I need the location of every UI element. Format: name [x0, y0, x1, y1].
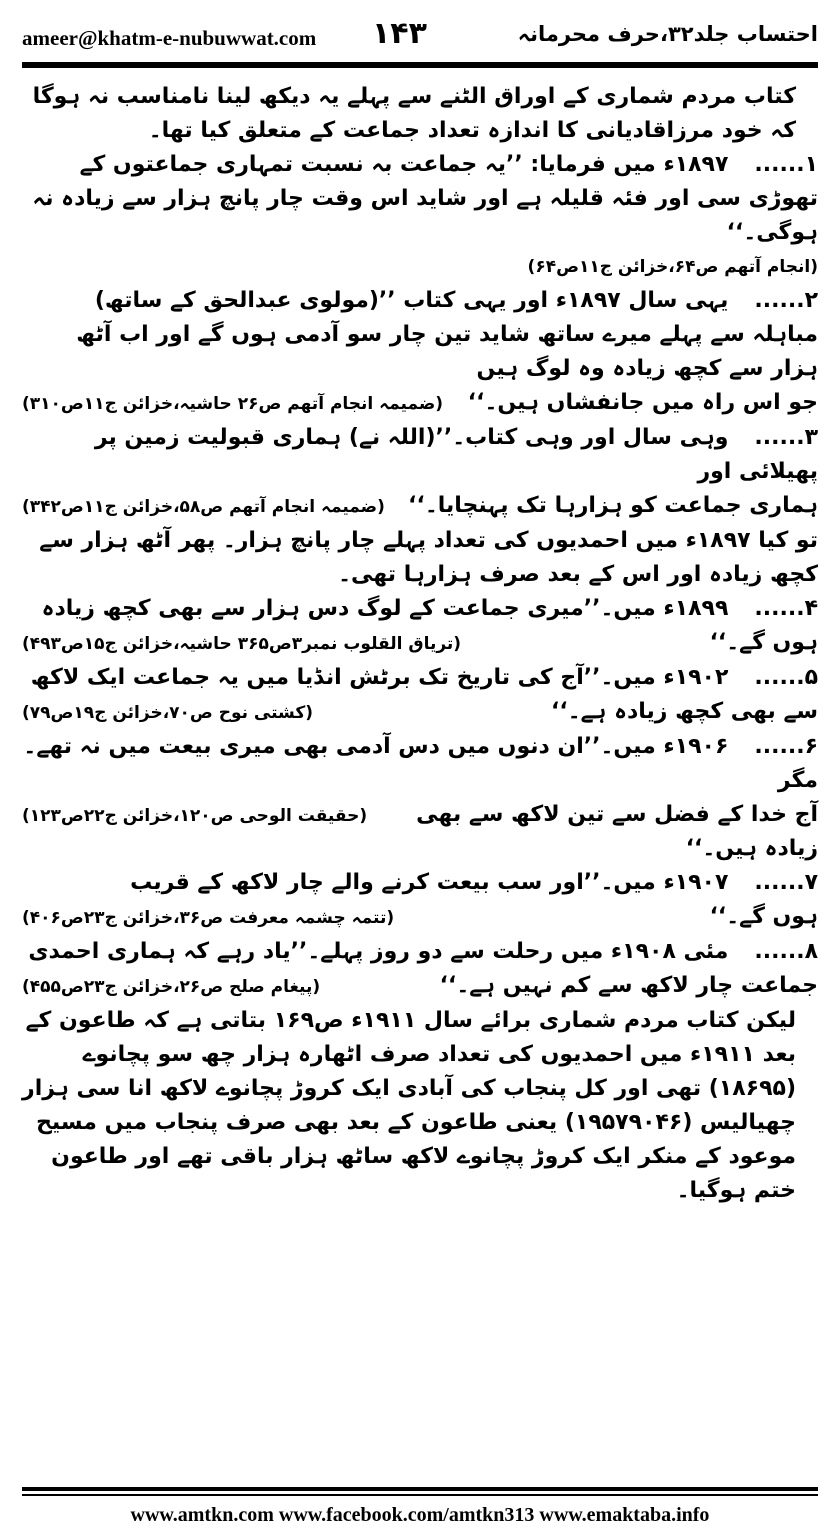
item-5-number: ۵...... — [754, 665, 818, 690]
item-6-number: ۶...... — [754, 734, 818, 759]
item-2-text: یہی سال ۱۸۹۷ء اور یہی کتاب ’’(مولوی عبدالحق کے ساتھ) مباہلہ سے پہلے میرے ساتھ شاید تین چار سو آدمی ہوں گے اور اب آٹھ ہزار سے کچھ زیادہ وہ لوگ ہیں — [76, 288, 818, 381]
item-2-citation: (ضمیمہ انجام آتھم ص۲۶ حاشیہ،خزائن ج۱۱ص۳۱۰) — [22, 394, 444, 414]
header-email: ameer@khatm-e-nubuwwat.com — [22, 26, 317, 50]
item-3-ref — [22, 489, 818, 524]
item-5-citation: (کشتی نوح ص۷۰،خزائن ج۱۹ص۷۹) — [22, 703, 314, 723]
item-4-ref — [22, 626, 818, 661]
item-5-text: ۱۹۰۲ء میں۔’’آج کی تاریخ تک برٹش انڈیا میں یہ جماعت ایک لاکھ — [30, 665, 729, 690]
item-7-tail: ہوں گے۔‘‘ — [709, 904, 818, 929]
summary-paragraph: تو کیا ۱۸۹۷ء میں احمدیوں کی تعداد پہلے چار پانچ ہزار۔ پھر آٹھ ہزار سے کچھ زیادہ اور اس کے بعد صرف ہزارہا تھی۔ — [39, 528, 818, 587]
item-6-tail: آج خدا کے فضل سے تین لاکھ سے بھی زیادہ ہیں۔‘‘ — [416, 802, 818, 861]
running-title: احتساب جلد۳۲،حرف محرمانہ — [517, 22, 818, 46]
item-8-ref — [22, 969, 818, 1004]
header-rule — [22, 62, 818, 68]
item-6-text: ۱۹۰۶ء میں۔’’ان دنوں میں دس آدمی بھی میری بیعت میں نہ تھے۔ مگر — [23, 734, 818, 793]
item-1-text: ۱۸۹۷ء میں فرمایا: ’’یہ جماعت بہ نسبت تمہاری جماعتوں کے تھوڑی سی اور فئہ قلیلہ ہے اور شاید اس وقت چار پانچ ہزار سے زیادہ نہ ہوگی۔‘‘ — [32, 152, 818, 245]
item-3-tail: ہماری جماعت کو ہزارہا تک پہنچایا۔‘‘ — [408, 493, 818, 518]
item-1-number: ۱...... — [754, 152, 818, 177]
item-4-text: ۱۸۹۹ء میں۔’’میری جماعت کے لوگ دس ہزار سے بھی کچھ زیادہ — [41, 596, 729, 621]
item-4-number: ۴...... — [754, 596, 818, 621]
item-8 — [22, 935, 818, 969]
item-6-ref — [22, 798, 818, 866]
item-2-tail: جو اس راہ میں جانفشاں ہیں۔‘‘ — [467, 390, 818, 415]
item-4-tail: ہوں گے۔‘‘ — [709, 630, 818, 655]
page-body — [22, 80, 818, 1475]
item-7-citation: (تتمہ چشمہ معرفت ص۳۶،خزائن ج۲۳ص۴۰۶) — [22, 908, 395, 928]
item-2-ref — [22, 386, 818, 421]
item-5-ref — [22, 695, 818, 730]
conclusion-paragraph: لیکن کتاب مردم شماری برائے سال ۱۹۱۱ء ص۱۶۹ بتاتی ہے کہ طاعون کے بعد ۱۹۱۱ء میں احمدیوں کی تعداد صرف اٹھارہ ہزار چھ سو پچانوے (۱۸۶۹۵) تھی اور کل پنجاب کی آبادی ایک کروڑ پچانوے لاکھ انا سی ہزار چھیالیس (۱۹۵۷۹۰۴۶) یعنی طاعون کے بعد بھی صرف پنجاب میں مسیح موعود کے منکر ایک کروڑ پچانوے لاکھ ساٹھ ہزار باقی تھے اور طاعون ختم ہوگیا۔ — [22, 1008, 796, 1203]
item-8-number: ۸...... — [754, 939, 818, 964]
item-5-tail: سے بھی کچھ زیادہ ہے۔‘‘ — [551, 699, 818, 724]
item-8-text: مئی ۱۹۰۸ء میں رحلت سے دو روز پہلے۔’’یاد رہے کہ ہماری احمدی — [28, 939, 729, 964]
footer-links: www.amtkn.com www.facebook.com/amtkn313 www.emaktaba.info — [130, 1504, 710, 1526]
footer-rule-thick — [22, 1487, 818, 1491]
item-7 — [22, 866, 818, 900]
item-6-citation: (حقیقت الوحی ص۱۲۰،خزائن ج۲۲ص۱۲۳) — [22, 806, 368, 826]
item-3-citation: (ضمیمہ انجام آتھم ص۵۸،خزائن ج۱۱ص۳۴۲) — [22, 497, 385, 517]
item-2-number: ۲...... — [754, 288, 818, 313]
item-4-citation: (تریاق القلوب نمبر۳ص۳۶۵ حاشیہ،خزائن ج۱۵ص۴۹۳) — [22, 634, 462, 654]
item-3-number: ۳...... — [754, 425, 818, 450]
page-number: ۱۴۳ — [372, 16, 427, 51]
item-3-text: وہی سال اور وہی کتاب۔’’(اللہ نے) ہماری قبولیت زمین پر پھیلائی اور — [94, 425, 818, 484]
item-3 — [22, 421, 818, 489]
item-8-citation: (پیغام صلح ص۲۶،خزائن ج۲۳ص۴۵۵) — [22, 977, 321, 997]
item-7-number: ۷...... — [754, 870, 818, 895]
footer-rule-thin — [22, 1494, 818, 1496]
item-8-tail: جماعت چار لاکھ سے کم نہیں ہے۔‘‘ — [439, 973, 818, 998]
item-1-citation: (انجام آتھم ص۶۴،خزائن ج۱۱ص۶۴) — [527, 257, 818, 277]
intro-paragraph: کتاب مردم شماری کے اوراق الٹنے سے پہلے یہ دیکھ لینا نامناسب نہ ہوگا کہ خود مرزاقادیانی کا اندازہ تعداد جماعت کے متعلق کیا تھا۔ — [32, 84, 796, 143]
item-4 — [22, 592, 818, 626]
page-header — [22, 14, 818, 56]
item-7-text: ۱۹۰۷ء میں۔’’اور سب بیعت کرنے والے چار لاکھ کے قریب — [130, 870, 729, 895]
item-2 — [22, 284, 818, 386]
item-1 — [22, 148, 818, 250]
item-6 — [22, 730, 818, 798]
item-5 — [22, 661, 818, 695]
item-7-ref — [22, 900, 818, 935]
